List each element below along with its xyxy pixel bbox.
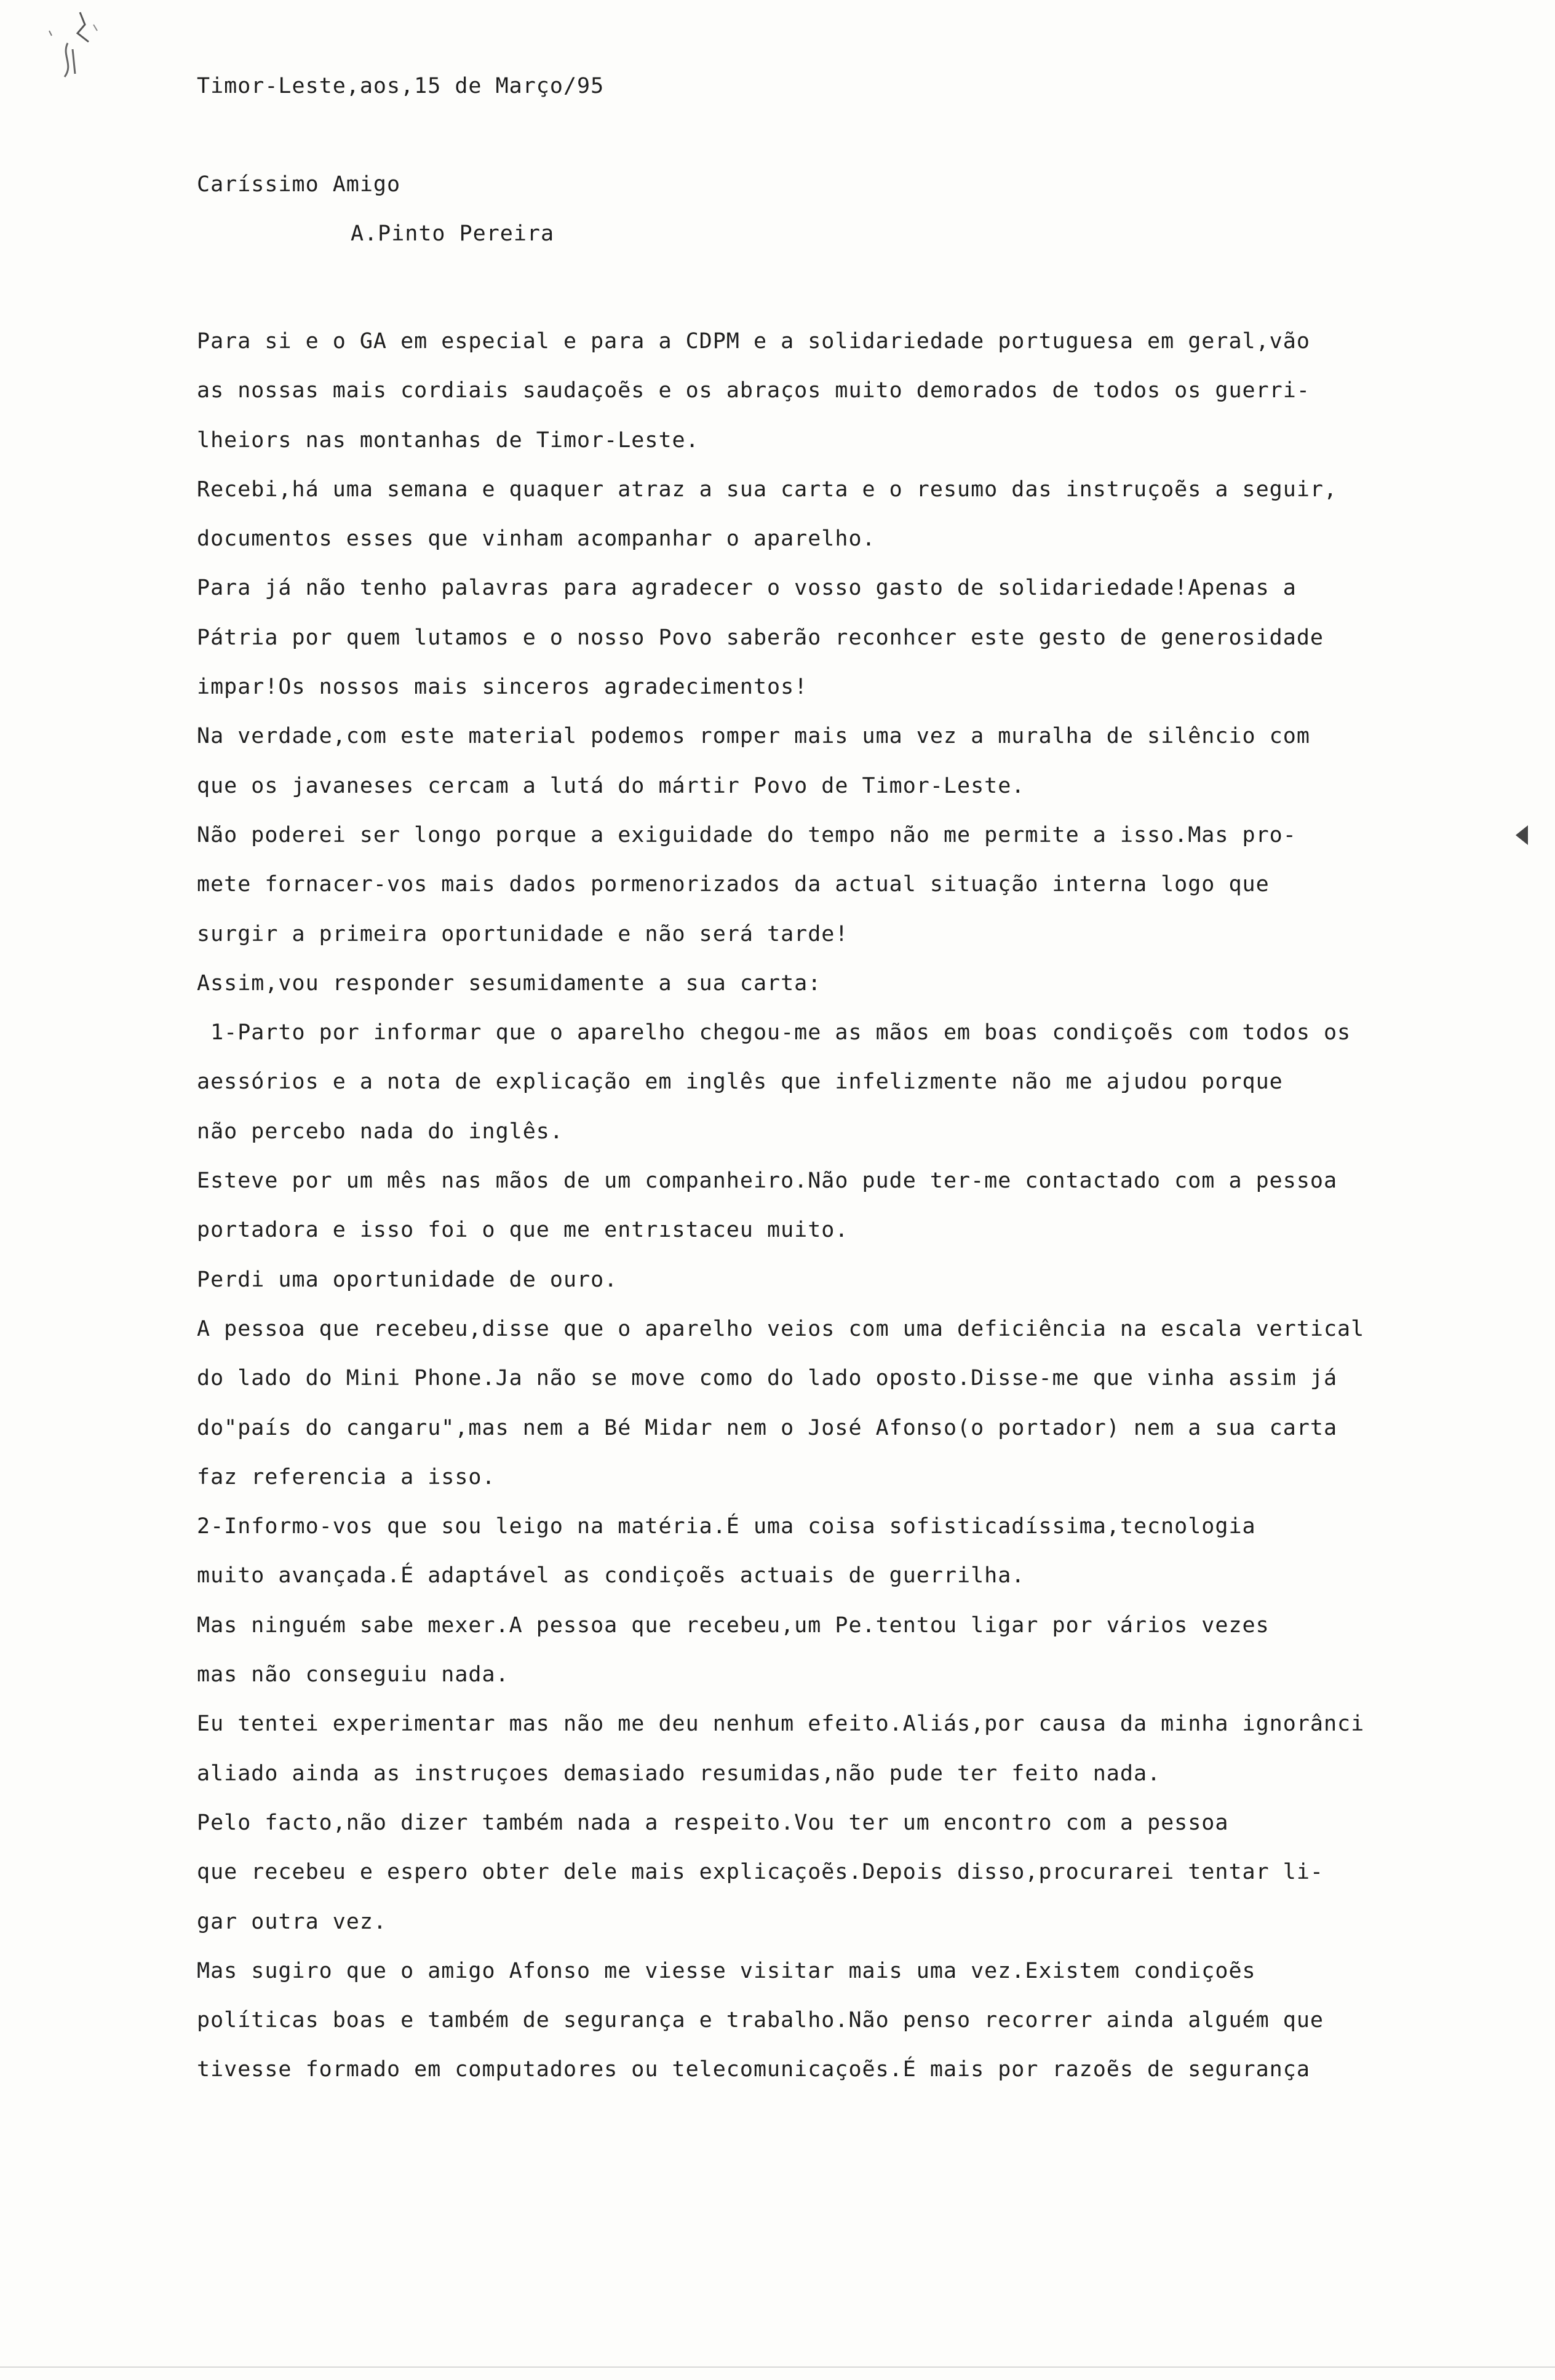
- letter-body-line: do lado do Mini Phone.Ja não se move como do lado oposto.Disse-me que vinha assim já: [197, 1366, 1338, 1391]
- letter-body-line: Mas ninguém sabe mexer.A pessoa que recebeu,um Pe.tentou ligar por vários vezes: [197, 1612, 1270, 1638]
- letter-salutation: Caríssimo Amigo: [197, 172, 401, 197]
- letter-body-line: Não poderei ser longo porque a exiguidade do tempo não me permite a isso.Mas pro-: [197, 822, 1297, 847]
- handwritten-scribble-icon: [37, 6, 111, 92]
- letter-body-line: documentos esses que vinham acompanhar o aparelho.: [197, 526, 876, 552]
- letter-body-line: do"país do cangaru",mas nem a Bé Midar nem o José Afonso(o portador) nem a sua carta: [197, 1415, 1338, 1440]
- letter-body-line: que os javaneses cercam a lutá do mártir Povo de Timor-Leste.: [197, 773, 1025, 798]
- letter-body-line: não percebo nada do inglês.: [197, 1119, 563, 1144]
- letter-body-line: impar!Os nossos mais sinceros agradecimentos!: [197, 675, 808, 700]
- letter-body-line: as nossas mais cordiais saudaçoẽs e os abraços muito demorados de todos os guerri-: [197, 378, 1310, 403]
- letter-body-line: 1-Parto por informar que o aparelho chegou-me as mãos em boas condiçoẽs com todos os: [197, 1020, 1351, 1045]
- letter-body-line: políticas boas e também de segurança e trabalho.Não penso recorrer ainda alguém que: [197, 2008, 1324, 2033]
- letter-body-line: gar outra vez.: [197, 1909, 388, 1934]
- letter-body-line: tivesse formado em computadores ou telecomunicaçoẽs.É mais por razoẽs de segurança: [197, 2057, 1310, 2082]
- letter-body-line: lheiors nas montanhas de Timor-Leste.: [197, 427, 699, 453]
- letter-body-line: Recebi,há uma semana e quaquer atraz a sua carta e o resumo das instruçoẽs a seguir,: [197, 477, 1338, 502]
- letter-body-line: Para si e o GA em especial e para a CDPM e a solidariedade portuguesa em geral,vão: [197, 329, 1310, 354]
- letter-body-line: A pessoa que recebeu,disse que o aparelho veios com uma deficiência na escala vertical: [197, 1316, 1365, 1341]
- letter-body-line: surgir a primeira oportunidade e não será tarde!: [197, 921, 849, 946]
- letter-body-line: que recebeu e espero obter dele mais explicaçoẽs.Depois disso,procurarei tentar li-: [197, 1860, 1324, 1885]
- letter-body-line: Para já não tenho palavras para agradecer o vosso gasto de solidariedade!Apenas a: [197, 576, 1297, 601]
- letter-body-line: aliado ainda as instruçoes demasiado resumidas,não pude ter feito nada.: [197, 1761, 1161, 1786]
- letter-recipient: A.Pinto Pereira: [351, 221, 555, 246]
- letter-body-line: portadora e isso foi o que me entrıstaceu muito.: [197, 1218, 849, 1243]
- page-bottom-edge: [0, 2366, 1555, 2368]
- letter-body-line: Pelo facto,não dizer também nada a respeito.Vou ter um encontro com a pessoa: [197, 1810, 1229, 1835]
- letter-body-line: mas não conseguiu nada.: [197, 1662, 509, 1688]
- letter-body-line: 2-Informo-vos que sou leigo na matéria.É uma coisa sofisticadíssima,tecnologia: [197, 1514, 1256, 1539]
- letter-body-line: muito avançada.É adaptável as condiçoẽs actuais de guerrilha.: [197, 1563, 1025, 1589]
- letter-body-line: Eu tentei experimentar mas não me deu nenhum efeito.Aliás,por causa da minha ignorânci: [197, 1712, 1365, 1737]
- margin-arrow-icon: [1512, 823, 1530, 847]
- letter-body-line: Perdi uma oportunidade de ouro.: [197, 1267, 618, 1292]
- letter-dateline: Timor-Leste,aos,15 de Março/95: [197, 74, 605, 98]
- letter-body-line: Pátria por quem lutamos e o nosso Povo saberão reconhcer este gesto de generosidade: [197, 625, 1324, 650]
- letter-body-line: Mas sugiro que o amigo Afonso me viesse visitar mais uma vez.Existem condiçoẽs: [197, 1958, 1256, 1983]
- letter-body-line: faz referencia a isso.: [197, 1464, 496, 1489]
- letter-body: [197, 317, 1519, 2095]
- letter-body-line: mete fornacer-vos mais dados pormenorizados da actual situação interna logo que: [197, 872, 1270, 897]
- letter-body-line: Assim,vou responder sesumidamente a sua carta:: [197, 970, 822, 996]
- letter-body-line: aessórios e a nota de explicação em inglês que infelizmente não me ajudou porque: [197, 1069, 1283, 1095]
- letter-body-line: Na verdade,com este material podemos romper mais uma vez a muralha de silêncio com: [197, 724, 1310, 749]
- letter-body-line: Esteve por um mês nas mãos de um companheiro.Não pude ter-me contactado com a pessoa: [197, 1168, 1338, 1194]
